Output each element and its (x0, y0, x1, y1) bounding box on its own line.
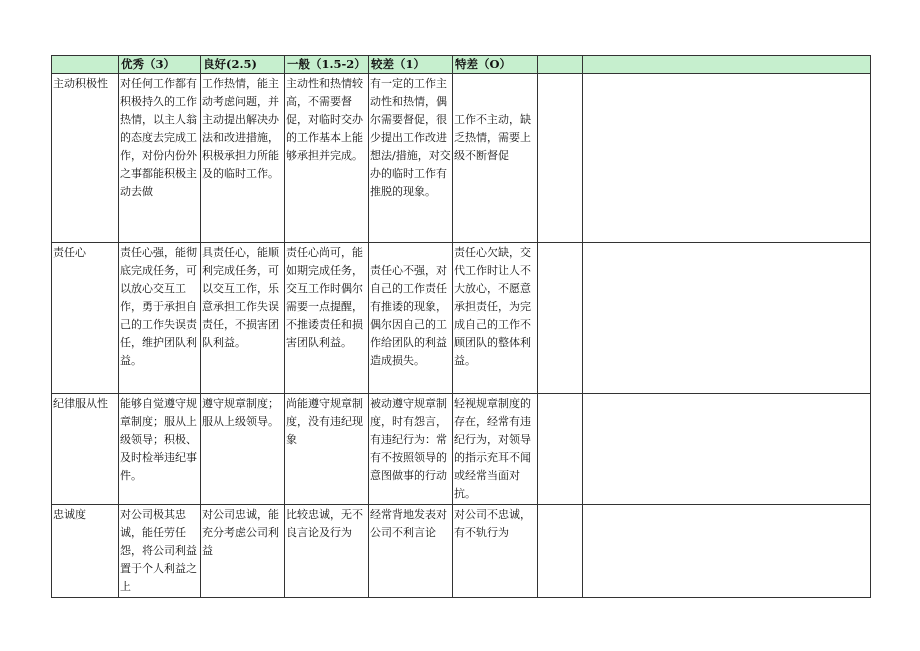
poor-cell: 被动遵守规章制度，时有怨言，有违纪行为：常有不按照领导的意图做事的行动 (369, 394, 453, 505)
poor-cell: 经常背地发表对公司不利言论 (369, 505, 453, 598)
category-cell: 纪律服从性 (52, 394, 119, 505)
average-cell: 尚能遵守规章制度，没有违纪现象 (285, 394, 369, 505)
header-cell-poor: 较差（1） (369, 56, 453, 74)
empty-cell (538, 505, 583, 598)
average-cell: 责任心尚可，能如期完成任务，交互工作时偶尔需要一点提醒，不推诿责任和损害团队利益。 (285, 243, 369, 394)
category-cell: 忠诚度 (52, 505, 119, 598)
excellent-cell: 对公司极其忠诚，能任劳任怨，将公司利益置于个人利益之上 (119, 505, 201, 598)
table-row (52, 243, 871, 394)
excellent-cell: 责任心强，能彻底完成任务，可以放心交互工作，勇于承担自己的工作失误责任，维护团队利益。 (119, 243, 201, 394)
header-row (52, 56, 871, 74)
average-cell: 比较忠诚，无不良言论及行为 (285, 505, 369, 598)
category-cell: 责任心 (52, 243, 119, 394)
good-cell: 具责任心，能顺利完成任务，可以交互工作，乐意承担工作失误责任，不损害团队利益。 (201, 243, 285, 394)
header-cell-very-poor: 特差（O） (453, 56, 538, 74)
empty-cell (538, 394, 583, 505)
header-cell-excellent: 优秀（3） (119, 56, 201, 74)
empty-cell (538, 243, 583, 394)
very-poor-text: 工作不主动，缺乏热情，需要上级不断督促 (454, 113, 531, 162)
poor-text: 责任心不强，对自己的工作责任有推诿的现象，偶尔因自己的工作给团队的利益造成损失。 (370, 264, 447, 367)
header-cell-average: 一般（1.5-2） (285, 56, 369, 74)
empty-cell (583, 74, 871, 243)
excellent-cell: 对任何工作都有积极持久的工作热情，以主人翁的态度去完成工作，对份内份外之事都能积极主动去做 (119, 74, 201, 243)
average-cell: 主动性和热情较高，不需要督促，对临时交办的工作基本上能够承担并完成。 (285, 74, 369, 243)
excellent-cell: 能够自觉遵守规章制度；服从上级领导；积极、及时检举违纪事件。 (119, 394, 201, 505)
table-row (52, 505, 871, 598)
good-cell: 工作热情，能主动考虑问题，并主动提出解决办法和改进措施，积极承担力所能及的临时工作。 (201, 74, 285, 243)
empty-cell (583, 505, 871, 598)
good-cell: 对公司忠诚，能充分考虑公司利益 (201, 505, 285, 598)
header-cell-empty-2 (583, 56, 871, 74)
very-poor-cell: 责任心欠缺，交代工作时让人不大放心，不愿意承担责任，为完成自己的工作不顾团队的整体利益。 (453, 243, 538, 394)
header-cell-good: 良好(2.5) (201, 56, 285, 74)
header-cell-empty-1 (538, 56, 583, 74)
empty-cell (583, 243, 871, 394)
empty-cell (538, 74, 583, 243)
table-row (52, 394, 871, 505)
header-cell-category (52, 56, 119, 74)
very-poor-cell (453, 74, 538, 243)
poor-cell: 有一定的工作主动性和热情，偶尔需要督促，很少提出工作改进想法/措施，对交办的临时工作有推脱的现象。 (369, 74, 453, 243)
very-poor-cell: 轻视规章制度的存在，经常有违纪行为，对领导的指示充耳不闻或经常当面对抗。 (453, 394, 538, 505)
category-cell: 主动积极性 (52, 74, 119, 243)
table-row (52, 74, 871, 243)
good-cell: 遵守规章制度；服从上级领导。 (201, 394, 285, 505)
evaluation-table (51, 55, 871, 598)
very-poor-cell: 对公司不忠诚，有不轨行为 (453, 505, 538, 598)
empty-cell (583, 394, 871, 505)
poor-cell (369, 243, 453, 394)
